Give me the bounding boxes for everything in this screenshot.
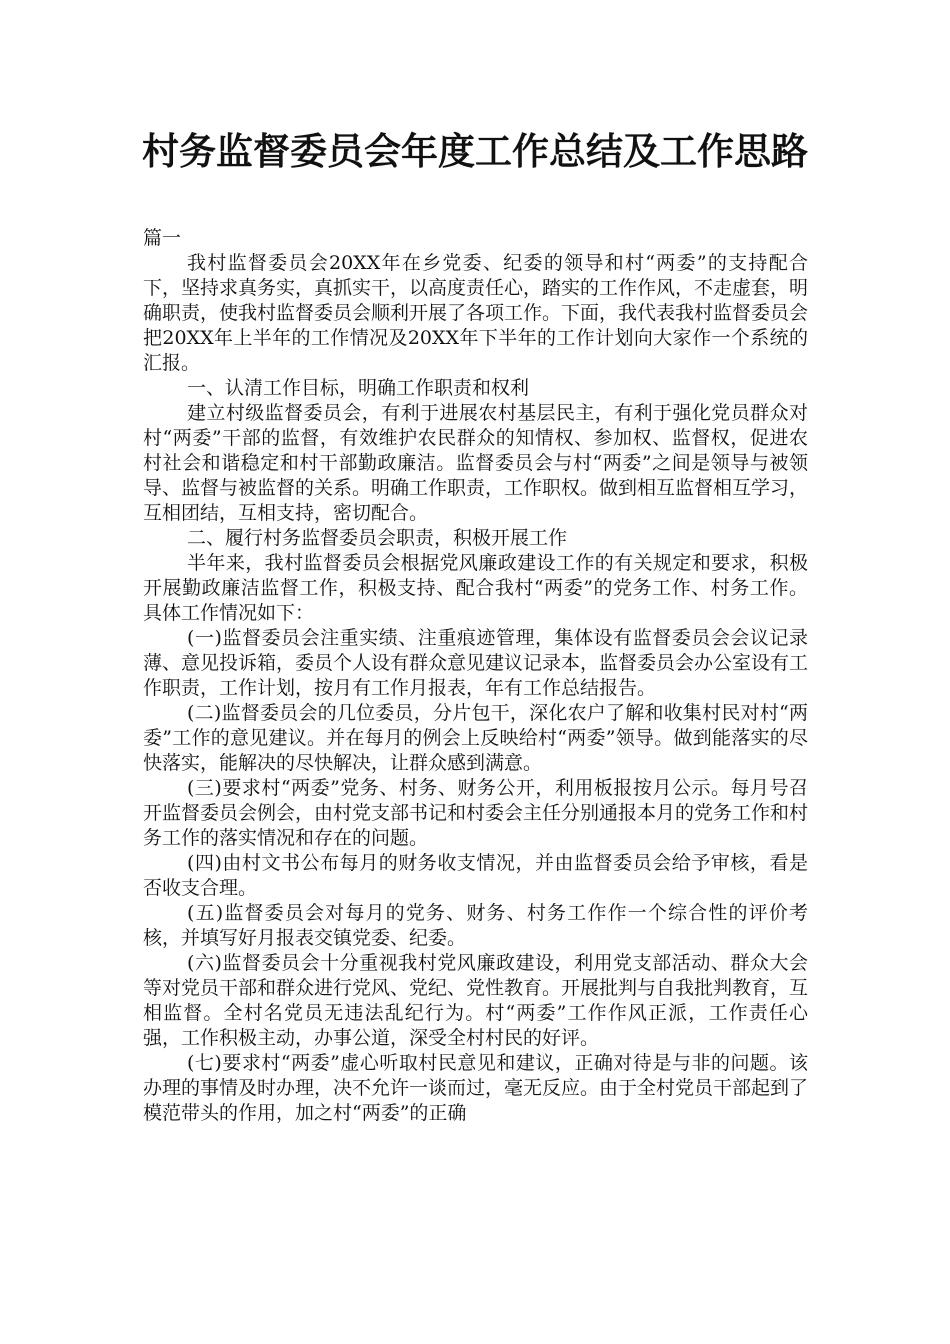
paragraph: (一)监督委员会注重实绩、注重痕迹管理，集体设有监督委员会会议记录薄、意见投诉箱，委员个人设有群众意见建议记录本，监督委员会办公室设有工作职责，工作计划，按月有工作月报表，年有工作总结报告。 — [143, 627, 809, 699]
document-body — [143, 226, 808, 1126]
paragraph: 建立村级监督委员会，有利于进展农村基层民主，有利于强化党员群众对村“两委”干部的监督，有效维护农民群众的知情权、参加权、监督权，促进农村社会和谐稳定和村干部勤政廉洁。监督委员会与村“两委”之间是领导与被领导、监督与被监督的关系。明确工作职责，工作职权。做到相互监督相互学习，互相团结，互相支持，密切配合。 — [143, 402, 809, 524]
paragraph: (六)监督委员会十分重视我村党风廉政建设，利用党支部活动、群众大会等对党员干部和群众进行党风、党纪、党性教育。开展批判与自我批判教育，互相监督。全村名党员无违法乱纪行为。村“两委”工作作风正派，工作责任心强，工作积极主动，办事公道，深受全村村民的好评。 — [143, 952, 809, 1049]
paragraph: (五)监督委员会对每月的党务、财务、村务工作作一个综合性的评价考核，并填写好月报表交镇党委、纪委。 — [143, 902, 808, 949]
paragraph: (三)要求村“两委”党务、村务、财务公开，利用板报按月公示。每月号召开监督委员会例会，由村党支部书记和村委会主任分别通报本月的党务工作和村务工作的落实情况和存在的问题。 — [143, 777, 809, 849]
paragraph: 二、履行村务监督委员会职责，积极开展工作 — [187, 527, 568, 549]
paragraph: (二)监督委员会的几位委员，分片包干，深化农户了解和收集村民对村“两委”工作的意见建议。并在每月的例会上反映给村“两委”领导。做到能落实的尽快落实，能解决的尽快解决，让群众感到满意。 — [143, 702, 808, 774]
paragraph: 半年来，我村监督委员会根据党风廉政建设工作的有关规定和要求，积极开展勤政廉洁监督工作，积极支持、配合我村“两委”的党务工作、村务工作。具体工作情况如下： — [143, 552, 808, 624]
paragraph: 篇一 — [143, 227, 182, 249]
paragraph: 一、认清工作目标，明确工作职责和权利 — [187, 377, 530, 399]
document-title: 村务监督委员会年度工作总结及工作思路 — [142, 130, 808, 173]
paragraph: 我村监督委员会20XX年在乡党委、纪委的领导和村“两委”的支持配合下，坚持求真务实，真抓实干，以高度责任心，踏实的工作作风，不走虚套，明确职责，使我村监督委员会顺利开展了各项工作。下面，我代表我村监督委员会把20XX年上半年的工作情况及20XX年下半年的工作计划向大家作一个系统的汇报。 — [143, 252, 809, 374]
paragraph: (七)要求村“两委”虚心听取村民意见和建议，正确对待是与非的问题。该办理的事情及时办理，决不允许一谈而过，毫无反应。由于全村党员干部起到了模范带头的作用，加之村“两委”的正确 — [143, 1052, 809, 1124]
paragraph: (四)由村文书公布每月的财务收支情况，并由监督委员会给予审核，看是否收支合理。 — [143, 852, 808, 899]
